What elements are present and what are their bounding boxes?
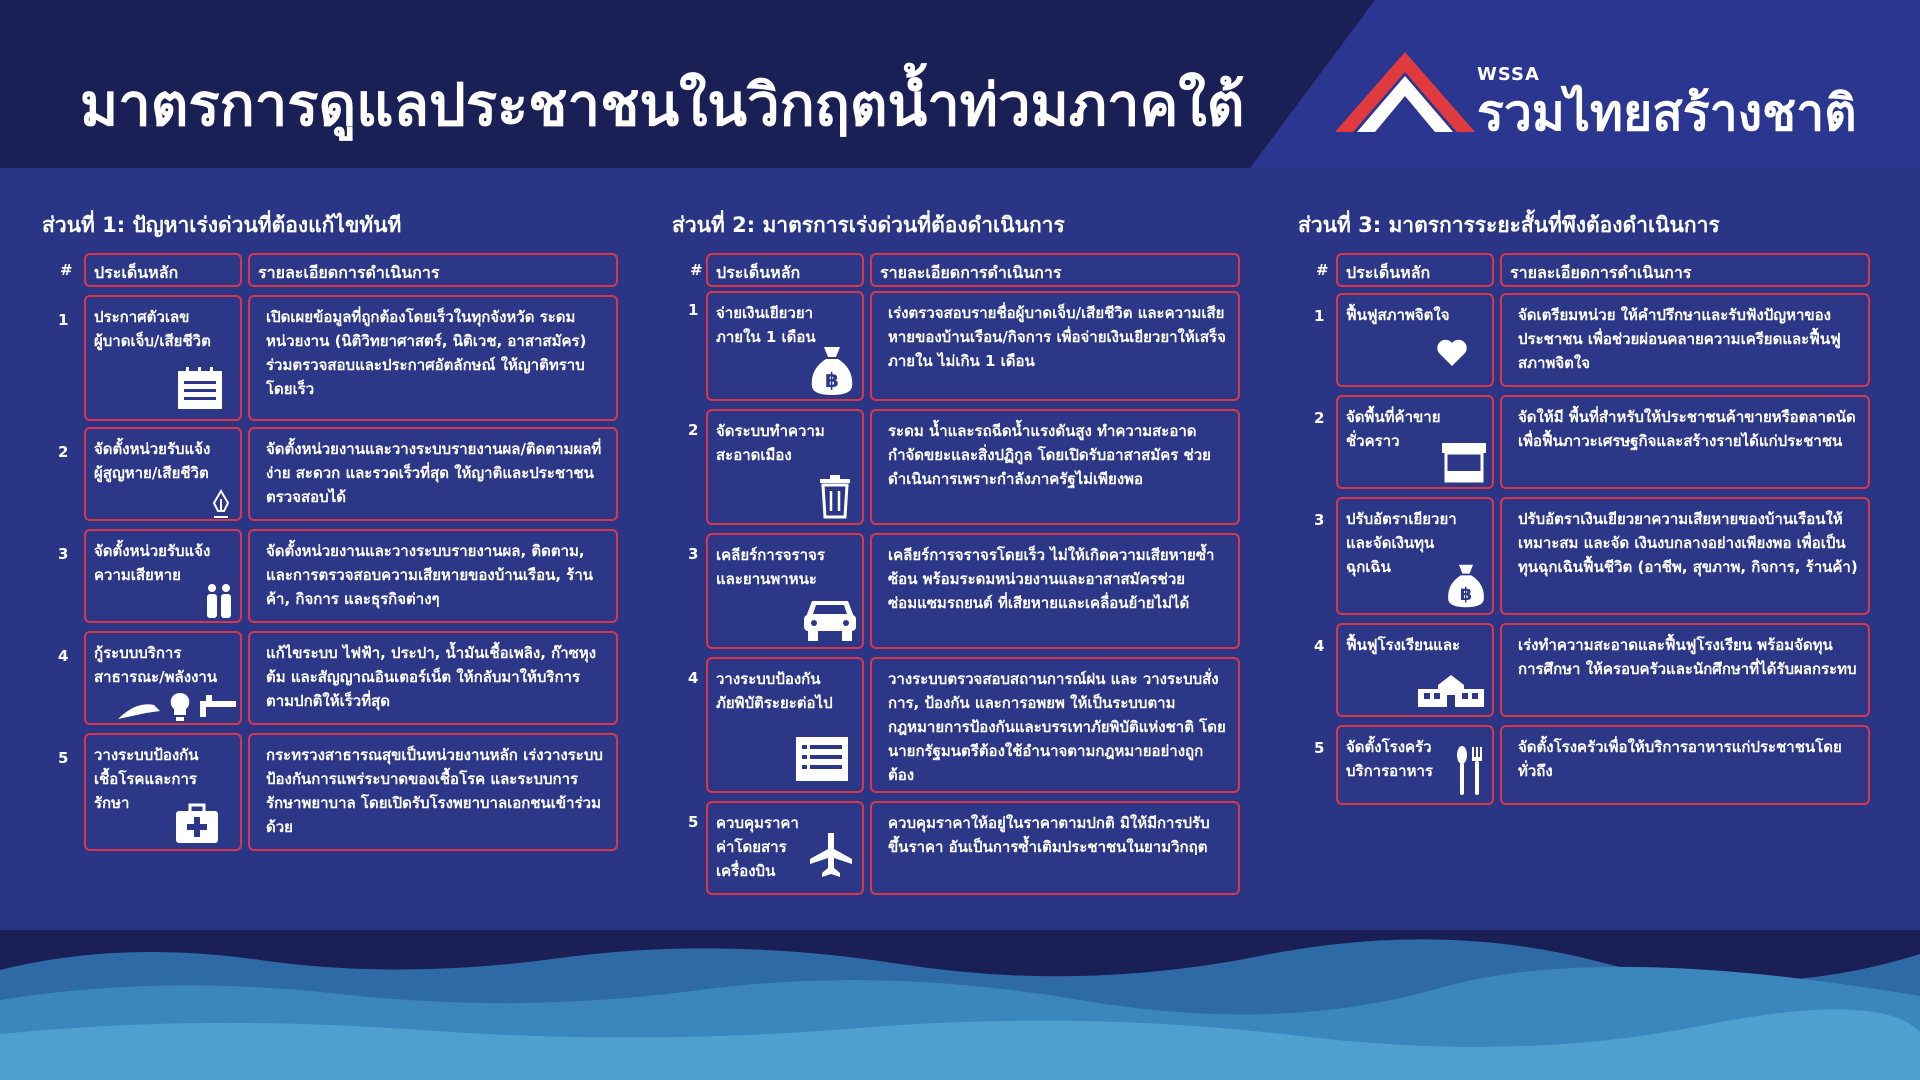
row-number: 3 [58, 545, 69, 563]
logo-small-text: WSSA [1477, 64, 1540, 85]
detail-cell: เปิดเผยข้อมูลที่ถูกต้องโดยเร็วในทุกจังหวัด ระดมหน่วยงาน (นิติวิทยาศาสตร์, นิติเวช, อาสาสมัคร) ร่วมตรวจสอบและประกาศอัตลักษณ์ ให้ญาติทราบโดยเร็ว [248, 295, 618, 421]
column-num-header: # [690, 261, 703, 279]
topic-cell: จ่ายเงินเยียวยา ภายใน 1 เดือน ฿ [706, 291, 864, 401]
document-list-icon [176, 367, 224, 411]
topic-cell: วางระบบป้องกัน เชื้อโรคและการรักษา [84, 733, 242, 851]
pen-icon [210, 489, 232, 519]
page-title: มาตรการดูแลประชาชนในวิกฤตน้ำท่วมภาคใต้ [80, 71, 1245, 139]
detail-cell: ระดม น้ำและรถฉีดน้ำแรงดันสูง ทำความสะอาด กำจัดขยะและสิ่งปฏิกูล โดยเปิดรับอาสาสมัคร ช่วยดำเนินการเพราะกำลังภาครัฐไม่เพียงพอ [870, 409, 1240, 525]
column-topic-header: ประเด็นหลัก [706, 253, 864, 287]
section-title: ส่วนที่ 3: มาตรการระยะสั้นที่พึงต้องดำเนินการ [1298, 213, 1720, 237]
column-topic-header: ประเด็นหลัก [84, 253, 242, 287]
topic-cell: จัดตั้งหน่วยรับแจ้ง ผู้สูญหาย/เสียชีวิต [84, 427, 242, 521]
row-number: 1 [688, 301, 699, 319]
detail-cell: จัดเตรียมหน่วย ให้คำปรึกษาและรับฟังปัญหาของประชาชน เพื่อช่วยผ่อนคลายความเครียดและฟื้นฟูสภาพจิตใจ [1500, 293, 1870, 387]
money-bag-icon [1446, 563, 1486, 609]
detail-cell: จัดตั้งหน่วยงานและวางระบบรายงานผล, ติดตาม, และการตรวจสอบความเสียหายของบ้านเรือน, ร้านค้า, กิจการ และธุรกิจต่างๆ [248, 529, 618, 623]
topic-cell: จัดตั้งโรงครัว บริการอาหาร [1336, 725, 1494, 805]
section-title: ส่วนที่ 1: ปัญหาเร่งด่วนที่ต้องแก้ไขทันที [42, 213, 402, 237]
trash-icon [820, 475, 850, 519]
row-number: 2 [1314, 409, 1325, 427]
detail-cell: จัดให้มี พื้นที่สำหรับให้ประชาชนค้าขายหรือตลาดนัด เพื่อฟื้นภาวะเศรษฐกิจและสร้างรายได้แก่ประชาชน [1500, 395, 1870, 489]
row-number: 1 [1314, 307, 1325, 325]
topic-cell: ประกาศตัวเลข ผู้บาดเจ็บ/เสียชีวิต [84, 295, 242, 421]
party-logo [1335, 50, 1895, 140]
wave-decoration [0, 930, 1920, 1080]
shop-icon [1442, 441, 1486, 483]
topic-cell: จัดระบบทำความ สะอาดเมือง [706, 409, 864, 525]
topic-cell: กู้ระบบบริการ สาธารณะ/พลังงาน [84, 631, 242, 725]
row-number: 4 [688, 669, 699, 687]
row-number: 1 [58, 311, 69, 329]
row-number: 2 [688, 421, 699, 439]
topic-cell: วางระบบป้องกัน ภัยพิบัติระยะต่อไป [706, 657, 864, 793]
detail-cell: แก้ไขระบบ ไฟฟ้า, ประปา, น้ำมันเชื้อเพลิง, ก๊าซหุงต้ม และสัญญาณอินเตอร์เน็ต ให้กลับมาให้บริการตามปกติให้เร็วที่สุด [248, 631, 618, 725]
detail-cell: กระทรวงสาธารณสุขเป็นหน่วยงานหลัก เร่งวางระบบป้องกันการแพร่ระบาดของเชื้อโรค และระบบการรักษาพยาบาล โดยเปิดรับโรงพยาบาลเอกชนเข้าร่วมด้วย [248, 733, 618, 851]
topic-cell: จัดพื้นที่ค้าขาย ชั่วคราว [1336, 395, 1494, 489]
topic-cell: ปรับอัตราเยียวยา และจัดเงินทุน ฉุกเฉิน ฿ [1336, 497, 1494, 615]
column-topic-header: ประเด็นหลัก [1336, 253, 1494, 287]
topic-cell: ฟื้นฟูสภาพจิตใจ [1336, 293, 1494, 387]
column-num-header: # [60, 261, 73, 279]
detail-cell: เร่งตรวจสอบรายชื่อผู้บาดเจ็บ/เสียชีวิต และความเสียหายของบ้านเรือน/กิจการ เพื่อจ่ายเงินเยียวยาให้เสร็จภายใน ไม่เกิน 1 เดือน [870, 291, 1240, 401]
document-list-icon [794, 735, 850, 783]
section-1 [42, 205, 622, 895]
detail-cell: จัดตั้งโรงครัวเพื่อให้บริการอาหารแก่ประชาชนโดยทั่วถึง [1500, 725, 1870, 805]
money-bag-icon [810, 345, 854, 397]
topic-cell: ฟื้นฟูโรงเรียนและ [1336, 623, 1494, 717]
detail-cell: จัดตั้งหน่วยงานและวางระบบรายงานผล/ติดตามผลที่ ง่าย สะดวก และรวดเร็วที่สุด ให้ญาติและประชาชนตรวจสอบได้ [248, 427, 618, 521]
detail-cell: เคลียร์การจราจรโดยเร็ว ไม่ให้เกิดความเสียหายซ้ำซ้อน พร้อมระดมหน่วยงานและอาสาสมัครช่วย ซ่อมแซมรถยนต์ ที่เสียหายและเคลื่อนย้ายไม่ได้ [870, 533, 1240, 649]
school-icon [1418, 673, 1484, 709]
row-number: 5 [1314, 739, 1325, 757]
section-3 [1298, 205, 1898, 895]
column-detail-header: รายละเอียดการดำเนินการ [1500, 253, 1870, 287]
column-detail-header: รายละเอียดการดำเนินการ [870, 253, 1240, 287]
people-icon [204, 583, 234, 619]
first-aid-icon [174, 803, 220, 845]
row-number: 4 [1314, 637, 1325, 655]
row-number: 3 [1314, 511, 1325, 529]
row-number: 5 [58, 749, 69, 767]
detail-cell: วางระบบตรวจสอบสถานการณ์ฝน และ วางระบบสั่งการ, ป้องกัน และการอพยพ ให้เป็นระบบตามกฎหมายการป้องกันและบรรเทาภัยพิบัติแห่งชาติ โดยนายกรัฐมนตรีต้องใช้อำนาจตามกฎหมายอย่างถูกต้อง [870, 657, 1240, 793]
topic-cell: ควบคุมราคา ค่าโดยสาร เครื่องบิน [706, 801, 864, 895]
svg-text:฿: ฿ [825, 368, 839, 392]
row-number: 3 [688, 545, 699, 563]
svg-text:฿: ฿ [1459, 585, 1473, 606]
column-detail-header: รายละเอียดการดำเนินการ [248, 253, 618, 287]
logo-text: รวมไทยสร้างชาติ [1477, 84, 1857, 142]
column-num-header: # [1316, 261, 1329, 279]
row-number: 4 [58, 647, 69, 665]
detail-cell: ควบคุมราคาให้อยู่ในราคาตามปกติ มิให้มีการปรับขึ้นราคา อันเป็นการซ้ำเติมประชาชนในยามวิกฤต [870, 801, 1240, 895]
party-emblem-icon [1335, 50, 1475, 140]
detail-cell: เร่งทำความสะอาดและฟื้นฟูโรงเรียน พร้อมจัดทุนการศึกษา ให้ครอบครัวและนักศึกษาที่ได้รับผลกระทบ [1500, 623, 1870, 717]
section-2 [672, 205, 1252, 895]
row-number: 2 [58, 443, 69, 461]
utensils-icon [1456, 745, 1484, 797]
topic-cell: เคลียร์การจราจร และยานพาหนะ [706, 533, 864, 649]
car-icon [802, 597, 858, 643]
airplane-icon [808, 831, 854, 877]
heart-icon [1436, 339, 1468, 367]
section-title: ส่วนที่ 2: มาตรการเร่งด่วนที่ต้องดำเนินการ [672, 213, 1065, 237]
utilities-icon [116, 691, 240, 723]
topic-cell: จัดตั้งหน่วยรับแจ้ง ความเสียหาย [84, 529, 242, 623]
detail-cell: ปรับอัตราเงินเยียวยาความเสียหายของบ้านเรือนให้เหมาะสม และจัด เงินงบกลางอย่างเพียงพอ เพื่อเป็นทุนฉุกเฉินฟื้นชีวิต (อาชีพ, สุขภาพ, กิจการ, ร้านค้า) [1500, 497, 1870, 615]
row-number: 5 [688, 813, 699, 831]
